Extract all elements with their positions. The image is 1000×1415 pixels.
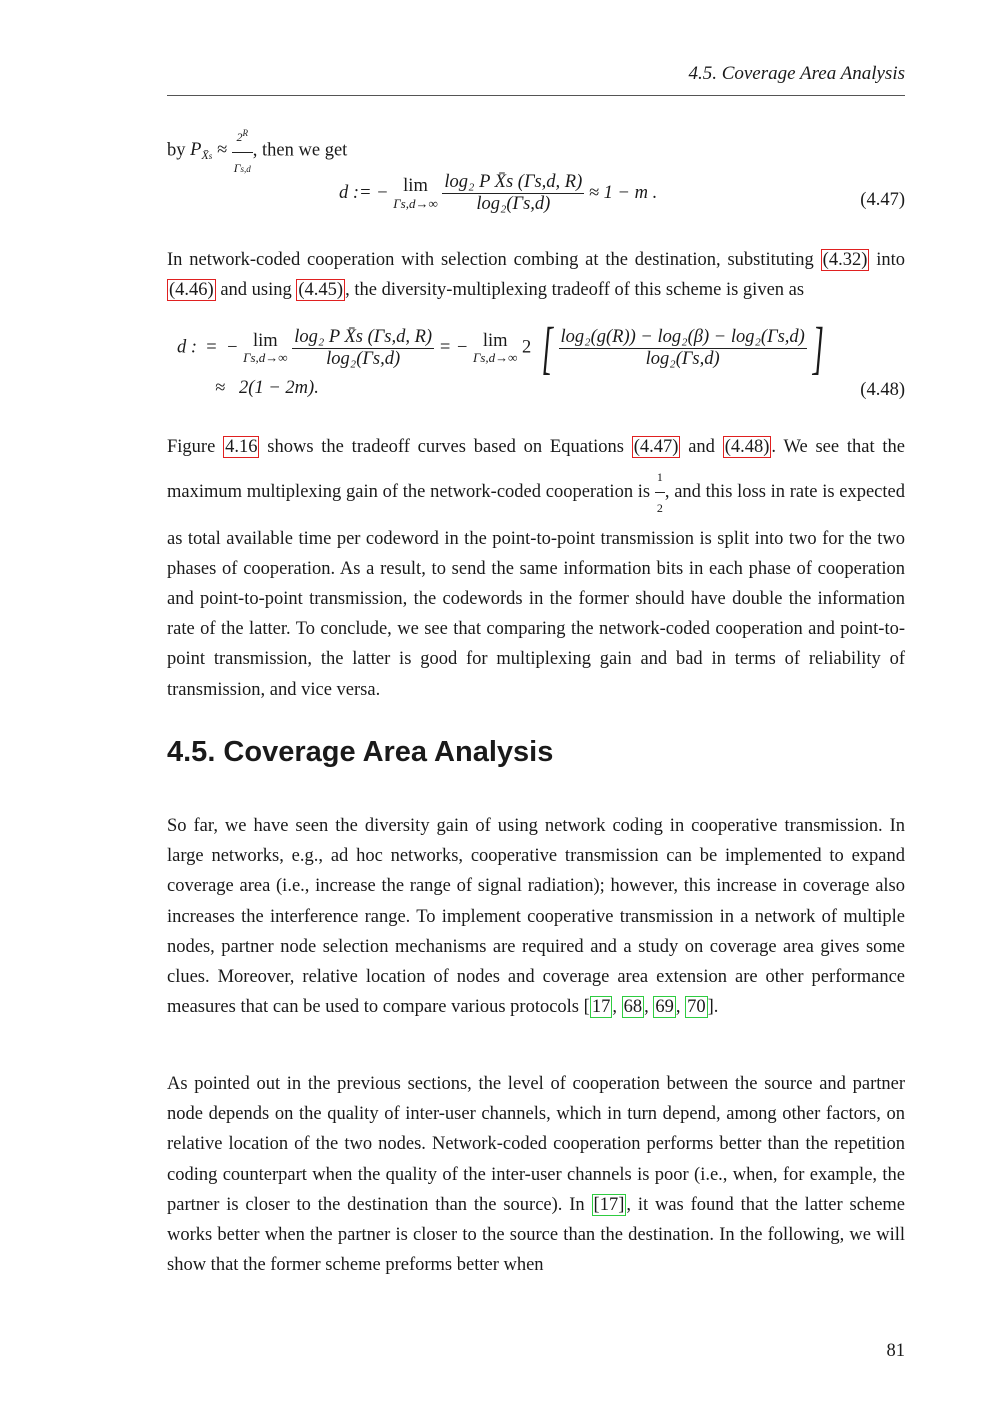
intro-fraction: $\frac{2^R}{\Gamma s,d}$ <box>232 118 253 184</box>
header-rule <box>167 95 905 96</box>
intro-suffix: , then we get <box>252 140 348 161</box>
eq448-fraction-2: $\frac{\text{log₂(g(R)) − log₂(β) − log₂(Γs,d)}}{\text{log₂(Γs,d)}}$ <box>560 326 805 369</box>
page-number: 81 <box>886 1341 905 1361</box>
eq447-fraction: $\frac{\text{log₂ P X̄s (Γs,d, R)}}{\text{log₂(Γs,d)}}$ <box>444 172 583 214</box>
ref-eq-4-46[interactable]: (4.46) <box>169 280 214 301</box>
ref-eq-4-47[interactable]: (4.47) <box>633 437 679 457</box>
ref-eq-4-32[interactable]: (4.32) <box>822 250 868 270</box>
cite-70[interactable]: 70 <box>687 997 706 1018</box>
intro-prefix: by <box>167 140 186 161</box>
running-header: 4.5. Coverage Area Analysis <box>688 63 905 84</box>
intro-math: $P_{X̄s}$ ≈ $\frac{2^R}{\Gamma s,d}$ <box>190 140 253 160</box>
cite-68[interactable]: 68 <box>623 997 643 1018</box>
paragraph-substitution: In network-coded cooperation with selection combing at the destination, substituting (4.32) into (4.46) and using (4.45) , the diversity-multiplexing tradeoff of this scheme is given as <box>167 250 906 301</box>
eq448-fraction-1: $\frac{\text{log₂ P X̄s (Γs,d, R)}}{\text{log₂(Γs,d)}}$ <box>294 326 433 369</box>
equation-4-48-line1: d : = − lim Γs,d→∞ $\frac{\text{log₂ P X̄s (Γs,d, R)}}{\text{log₂(Γs,d)}}$ = − lim Γs,d→∞ 2 [ $\frac{\text{log₂(g(R)) − log₂(β) − log₂(Γs,d)}}{\text{log₂(Γs,d)}}$ ] <box>177 315 824 380</box>
equation-4-47 <box>339 172 657 215</box>
ref-eq-4-48[interactable]: (4.48) <box>724 437 770 457</box>
eq448-lhs: d : <box>177 337 198 358</box>
paragraph-coverage-intro: So far, we have seen the diversity gain of using network coding in cooperative transmission. In large networks, e.g., ad hoc networks, cooperative transmission can be implemented to expand coverage area (i.e., increase the range of signal radiation); however, this increase in coverage also increases the interference range. To implement cooperative transmission in a network of multiple nodes, partner node selection mechanisms are required and a study on coverage area gives some clues. Moreover, relative location of nodes and coverage area extension are other performance measures that can be used to compare various protocols [ 17 , 68 , 69 , 70 ]. <box>167 816 905 1018</box>
section-heading: 4.5. Coverage Area Analysis <box>167 736 554 768</box>
eq448-limit-1: lim Γs,d→∞ <box>243 330 288 366</box>
paragraph-tradeoff: Figure 4.16 shows the tradeoff curves based on Equations (4.47) and (4.48) . We see that the maximum multiplexing gain of the network-coded cooperation is $\frac{1}{2}$ , and this loss in rate is expected as total available time per codeword in the point-to-point transmission is split into two for the two phases of cooperation. As a result, to send the same information bits in each phase of cooperation and point-to-point transmission, the codewords in the former should have double the information rate of the latter. To conclude, we see that comparing the network-coded cooperation and point-to-point transmission, the latter is good for multiplexing gain and bad in terms of reliability of transmission, and vice versa. <box>167 437 905 700</box>
eq448-number: (4.48) <box>860 380 905 400</box>
paragraph-cooperation-level: As pointed out in the previous sections, the level of cooperation between the source and partner node depends on the quality of inter-user channels, which in turn depend, among other factors, on relative location of the two nodes. Network-coded cooperation performs better than the repetition coding counterpart when the quality of the inter-user channels is poor (i.e., when, for example, the partner is closer to the destination than the source). In [17] , it was found that the latter scheme works better when the partner is closer to the source than the destination. In the following, we will show that the former scheme preforms better when <box>167 1074 906 1276</box>
eq447-rhs: ≈ 1 − m . <box>588 182 658 203</box>
half-fraction: $\frac{1}{2}$ <box>655 462 665 523</box>
eq447-limit: lim Γs,d→∞ <box>393 176 438 211</box>
eq448-limit-2: lim Γs,d→∞ <box>472 330 518 366</box>
ref-figure-4-16[interactable]: 4.16 <box>225 437 258 457</box>
eq447-lhs: d := − <box>339 182 389 203</box>
cite-17-b[interactable]: [17] <box>593 1194 625 1215</box>
eq447-number: (4.47) <box>860 190 905 210</box>
equation-4-48-line2: ≈ 2(1 − 2m). <box>215 378 319 398</box>
ref-eq-4-45[interactable]: (4.45) <box>298 280 344 301</box>
cite-69[interactable]: 69 <box>655 997 674 1018</box>
cite-17[interactable]: 17 <box>591 997 611 1018</box>
